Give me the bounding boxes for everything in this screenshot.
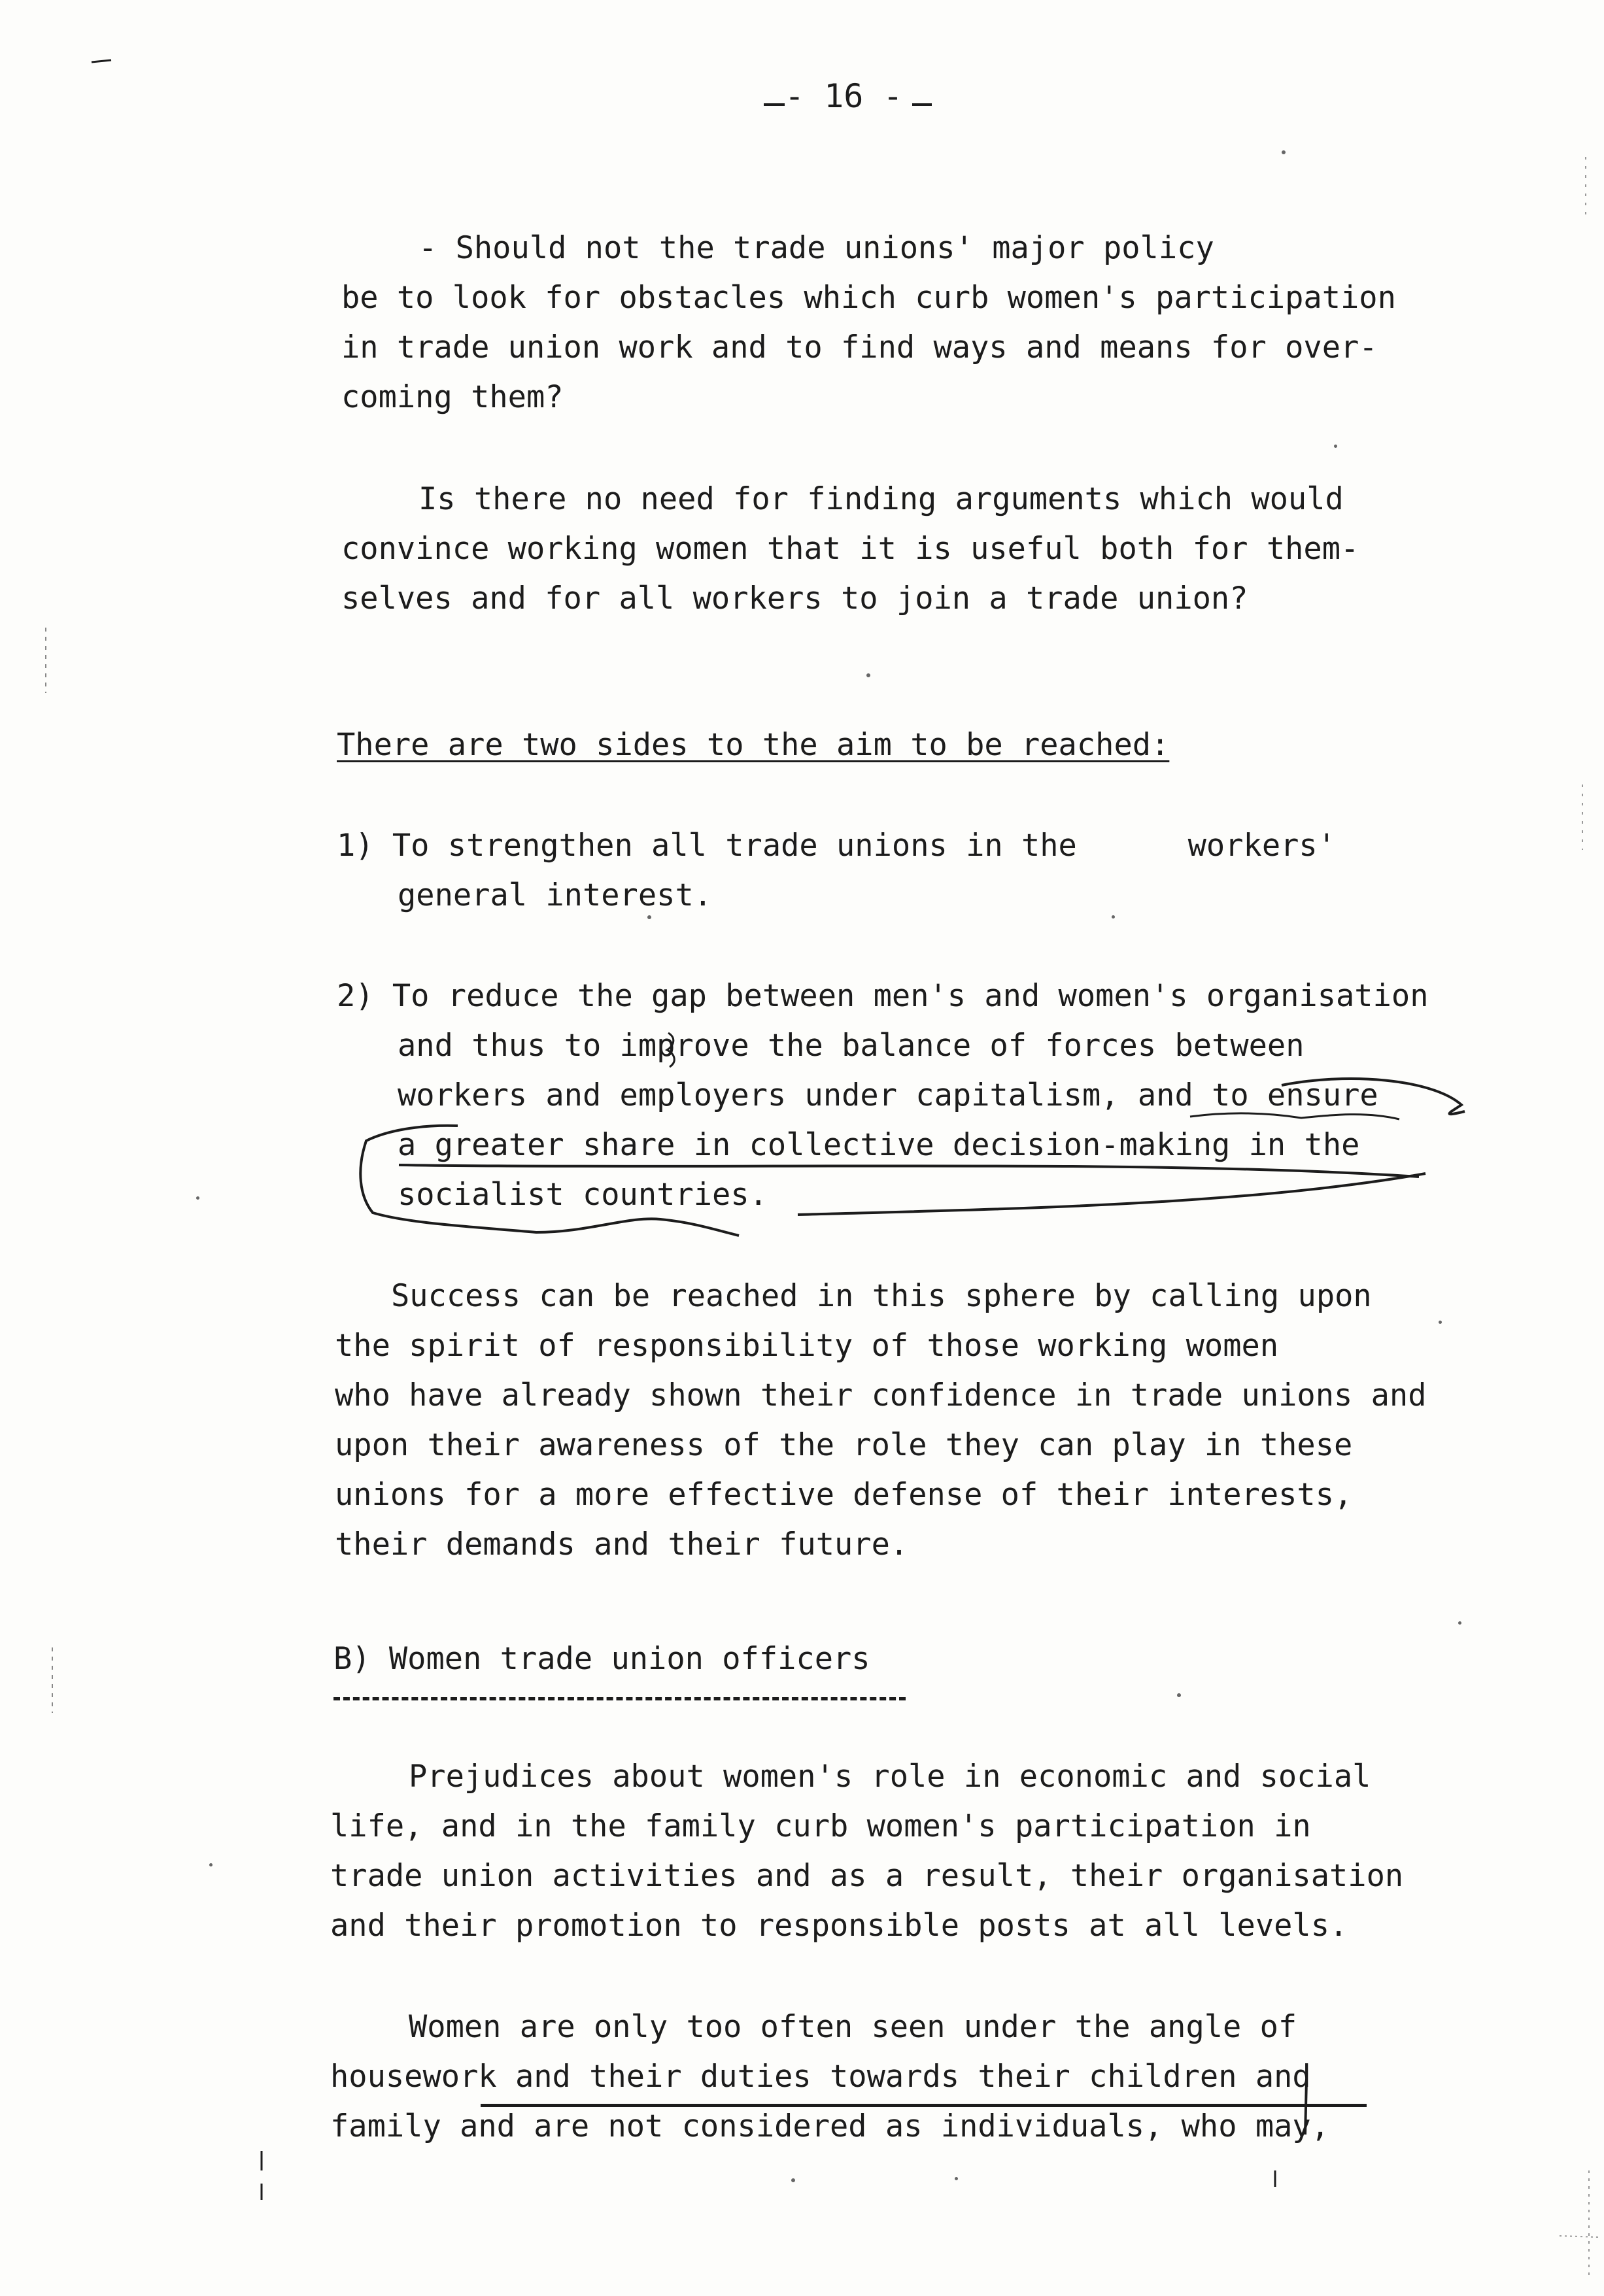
section-heading: There are two sides to the aim to be reached: xyxy=(337,727,1170,763)
heading-dashed-rule xyxy=(333,1697,906,1700)
scan-speck xyxy=(647,915,651,919)
list-item-text: workers and employers under capitalism, and to ensure xyxy=(398,1077,1378,1113)
scan-speck xyxy=(196,1196,199,1200)
text-line: be to look for obstacles which curb women's participation xyxy=(341,280,1396,316)
scan-speck xyxy=(1282,150,1286,154)
list-item-text: 2) To reduce the gap between men's and women's organisation xyxy=(337,978,1429,1014)
text-line: the spirit of responsibility of those working women xyxy=(335,1328,1279,1364)
scan-speck xyxy=(791,2178,795,2182)
text-line: trade union activities and as a result, their organisation xyxy=(330,1858,1404,1894)
list-item-text: a greater share in collective decision-making in the xyxy=(398,1127,1360,1163)
scan-speck xyxy=(955,2177,958,2180)
scan-speck xyxy=(209,1863,213,1866)
list-item-text: socialist countries. xyxy=(398,1177,768,1213)
stray-mark xyxy=(92,60,111,62)
text-line: - Should not the trade unions' major policy xyxy=(418,230,1214,266)
scan-speck xyxy=(1177,1693,1181,1697)
text-line: upon their awareness of the role they can play in these xyxy=(335,1427,1353,1463)
scan-speck xyxy=(1458,1621,1461,1625)
list-item-text: and thus to improve the balance of forces between xyxy=(398,1028,1305,1064)
text-line: who have already shown their confidence in trade unions and xyxy=(335,1377,1427,1413)
text-line: in trade union work and to find ways and means for over- xyxy=(341,329,1378,365)
text-line: Prejudices about women's role in economic and social xyxy=(409,1759,1371,1795)
handwritten-underline xyxy=(481,2104,1367,2107)
text-line: convince working women that it is useful both for them- xyxy=(341,531,1359,567)
text-line: coming them? xyxy=(341,379,564,415)
text-line: their demands and their future. xyxy=(335,1527,909,1562)
text-line: unions for a more effective defense of their interests, xyxy=(335,1477,1353,1513)
handwritten-underline-mark xyxy=(399,1165,1419,1177)
handwritten-wavy-mark xyxy=(1190,1113,1399,1119)
scan-speck xyxy=(866,673,870,677)
text-line: Is there no need for finding arguments which would xyxy=(418,481,1344,517)
handwritten-underline-mark xyxy=(798,1173,1425,1215)
text-line: family and are not considered as individuals, who may, xyxy=(330,2108,1330,2144)
text-line: and their promotion to responsible posts at all levels. xyxy=(330,1908,1348,1944)
scan-speck xyxy=(1334,445,1337,448)
text-line: life, and in the family curb women's participation in xyxy=(330,1808,1311,1844)
text-line: housework and their duties towards their children and xyxy=(330,2059,1311,2095)
scan-speck xyxy=(1439,1321,1442,1324)
text-line: selves and for all workers to join a trade union? xyxy=(341,581,1248,616)
list-item-text: 1) To strengthen all trade unions in the workers' xyxy=(337,828,1337,864)
section-heading: B) Women trade union officers xyxy=(333,1641,870,1677)
text-line: Success can be reached in this sphere by calling upon xyxy=(391,1278,1372,1314)
text-line: Women are only too often seen under the angle of xyxy=(409,2009,1297,2045)
page-number: - 16 - xyxy=(785,77,903,115)
scan-speck xyxy=(1112,915,1115,919)
scan-edge-noise xyxy=(1560,2236,1599,2237)
list-item-text: general interest. xyxy=(398,877,713,913)
